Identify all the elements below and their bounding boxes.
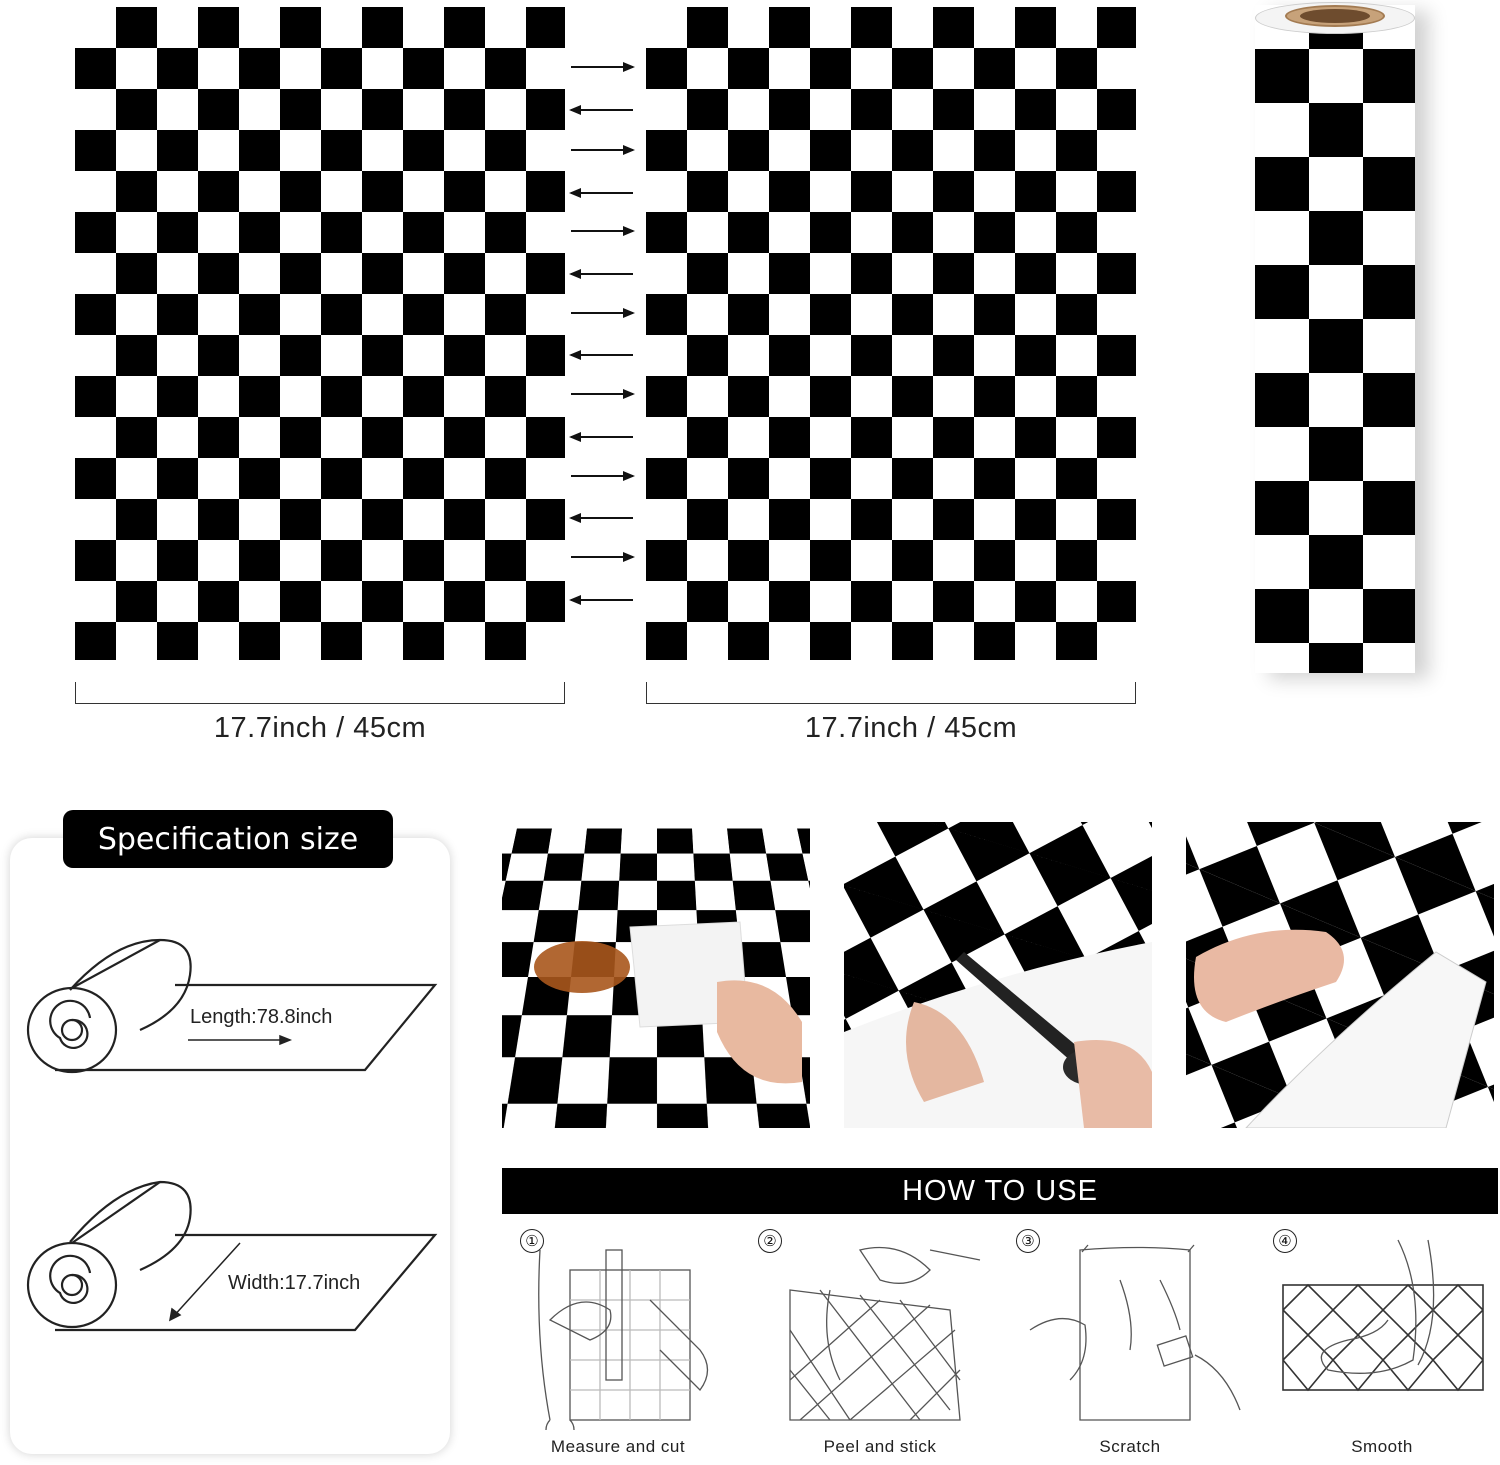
arrow-right-icon (571, 308, 633, 318)
specification-title: Specification size (63, 810, 393, 868)
step-label-1: Measure and cut (550, 1437, 686, 1456)
arrow-left-icon (571, 269, 633, 279)
step-label-3: Scratch (1099, 1437, 1161, 1456)
arrow-left-icon (571, 432, 633, 442)
arrow-right-icon (571, 552, 633, 562)
arrow-left-icon (571, 595, 633, 605)
length-label: Length:78.8inch (190, 1006, 333, 1028)
checkered-panel-right (646, 7, 1136, 660)
pattern-match-arrows (565, 45, 645, 625)
step-number-3: ③ (1016, 1229, 1040, 1253)
scratch-illustration (1010, 1230, 1250, 1430)
arrow-left-icon (571, 513, 633, 523)
width-label: Width:17.7inch (228, 1272, 361, 1294)
roll-core-hole (1300, 9, 1370, 23)
arrow-right-icon (571, 62, 633, 72)
how-to-use-header: HOW TO USE (502, 1168, 1498, 1214)
measure-and-cut-illustration (510, 1230, 750, 1430)
wipe-clean-photo (502, 822, 810, 1128)
step-label-4: Smooth (1351, 1437, 1413, 1456)
arrow-right-icon (571, 226, 633, 236)
dimension-label-right: 17.7inch / 45cm (804, 712, 1018, 744)
arrow-left-icon (571, 105, 633, 115)
arrow-left-icon (571, 350, 633, 360)
step-number-4: ④ (1273, 1229, 1297, 1253)
step-number-1: ① (520, 1229, 544, 1253)
dimension-bracket-right (646, 682, 1136, 704)
peel-and-stick-illustration (760, 1230, 1000, 1430)
arrow-right-icon (571, 145, 633, 155)
step-label-2: Peel and stick (823, 1437, 937, 1456)
dimension-label-left: 17.7inch / 45cm (213, 712, 427, 744)
smooth-illustration (1268, 1230, 1500, 1430)
checkered-panel-left (75, 7, 565, 660)
arrow-right-icon (571, 471, 633, 481)
arrow-right-icon (571, 389, 633, 399)
dimension-bracket-left (75, 682, 565, 704)
cut-with-scissors-photo (844, 822, 1152, 1128)
arrow-left-icon (571, 188, 633, 198)
checkered-roll (1255, 5, 1415, 673)
step-number-2: ② (758, 1229, 782, 1253)
peel-backing-photo (1186, 822, 1494, 1128)
